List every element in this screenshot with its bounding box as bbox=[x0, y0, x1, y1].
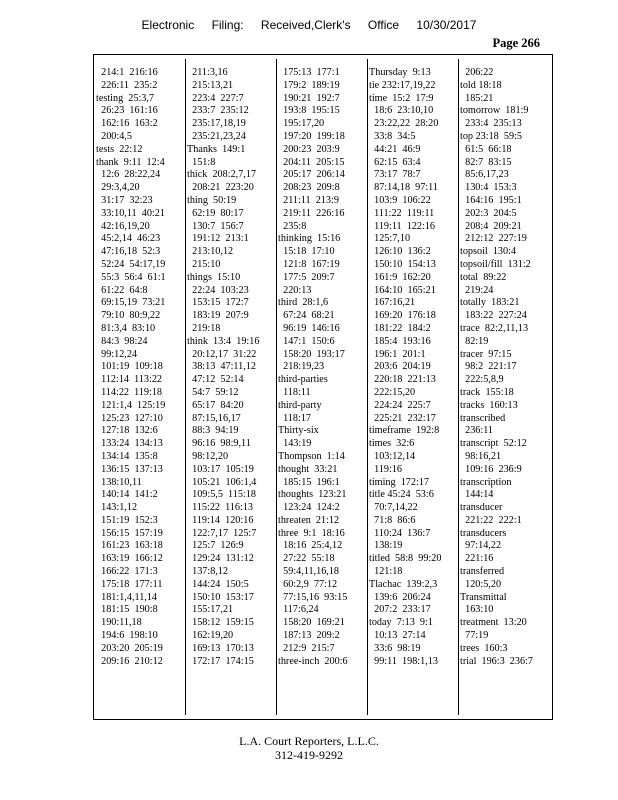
index-entry: 169:20 176:18 bbox=[369, 310, 436, 322]
index-entry: 235:17,18,19 bbox=[187, 118, 246, 130]
index-entry: tests 22:12 bbox=[96, 143, 143, 155]
index-entry: 219:24 bbox=[460, 284, 494, 296]
index-entry: 126:10 136:2 bbox=[369, 246, 431, 258]
index-entry: 98:12,20 bbox=[187, 450, 229, 462]
index-entry: 73:17 78:7 bbox=[369, 169, 421, 181]
index-entry: 133:24 134:13 bbox=[96, 438, 163, 450]
index-entry: 119:16 bbox=[369, 463, 403, 475]
index-entry: timing 172:17 bbox=[369, 476, 429, 488]
index-entry: Thanks 149:1 bbox=[187, 143, 246, 155]
index-entry: top 23:18 59:5 bbox=[460, 130, 522, 142]
index-entry: 123:24 124:2 bbox=[278, 502, 340, 514]
index-entry: 103:12,14 bbox=[369, 450, 416, 462]
index-entry: 129:24 131:12 bbox=[187, 553, 254, 565]
index-entry: 125:23 127:10 bbox=[96, 412, 163, 424]
index-entry: 215:10 bbox=[187, 258, 221, 270]
index-entry: 167:16,21 bbox=[369, 297, 416, 309]
index-entry: 161:9 162:20 bbox=[369, 271, 431, 283]
index-entry: 61:5 66:18 bbox=[460, 143, 512, 155]
index-entry: treatment 13:20 bbox=[460, 617, 527, 629]
index-entry: 158:20 169:21 bbox=[278, 617, 345, 629]
index-entry: thank 9:11 12:4 bbox=[96, 156, 165, 168]
index-entry: three-inch 200:6 bbox=[278, 655, 348, 667]
index-entry: 143:1,12 bbox=[96, 502, 138, 514]
index-entry: 214:1 216:16 bbox=[96, 67, 158, 78]
index-entry: 158:20 193:17 bbox=[278, 348, 345, 360]
index-entry: 175:18 177:11 bbox=[96, 578, 163, 590]
index-entry: 29:3,4,20 bbox=[96, 182, 140, 194]
index-entry: third 28:1,6 bbox=[278, 297, 329, 309]
index-entry: 45:2,14 46:23 bbox=[96, 233, 161, 245]
index-entry: 205:17 206:14 bbox=[278, 169, 345, 181]
index-entry: transcribed bbox=[460, 412, 506, 424]
index-entry: 33:10,11 40:21 bbox=[96, 207, 165, 219]
index-entry: 221:22 222:1 bbox=[460, 514, 522, 526]
index-entry: 162:19,20 bbox=[187, 630, 234, 642]
index-entry: 206:22 bbox=[460, 67, 494, 78]
index-entry: 190:21 192:7 bbox=[278, 92, 340, 104]
index-entry: 195:17,20 bbox=[278, 118, 325, 130]
index-entry: 211:11 213:9 bbox=[278, 194, 339, 206]
index-entry: 82:7 83:15 bbox=[460, 156, 512, 168]
header-electronic: Electronic bbox=[141, 18, 195, 32]
index-entry: transducer bbox=[460, 502, 503, 514]
index-entry: thoughts 123:21 bbox=[278, 489, 347, 501]
index-entry: 225:21 232:17 bbox=[369, 412, 436, 424]
index-entry: 47:12 52:14 bbox=[187, 374, 244, 386]
index-entry: 125:7 126:9 bbox=[187, 540, 244, 552]
index-entry: 136:15 137:13 bbox=[96, 463, 163, 475]
index-entry: 118:17 bbox=[278, 412, 312, 424]
index-entry: 121:18 bbox=[369, 566, 403, 578]
index-entry: 120:5,20 bbox=[460, 578, 502, 590]
index-entry: 137:8,12 bbox=[187, 566, 229, 578]
index-column-2 bbox=[187, 67, 273, 668]
index-entry: 187:13 209:2 bbox=[278, 630, 340, 642]
index-entry: 22:24 103:23 bbox=[187, 284, 249, 296]
index-entry: 150:10 153:17 bbox=[187, 591, 254, 603]
index-entry: third-party bbox=[278, 399, 322, 411]
index-entry: 196:1 201:1 bbox=[369, 348, 426, 360]
index-entry: 144:14 bbox=[460, 489, 494, 501]
index-entry: 181:15 190:8 bbox=[96, 604, 158, 616]
index-entry: 212:9 215:7 bbox=[278, 642, 335, 654]
index-entry: 118:11 bbox=[278, 386, 311, 398]
index-entry: 44:21 46:9 bbox=[369, 143, 421, 155]
footer bbox=[0, 734, 618, 762]
index-entry: 147:1 150:6 bbox=[278, 335, 335, 347]
index-entry: thought 33:21 bbox=[278, 463, 338, 475]
index-entry: 71:8 86:6 bbox=[369, 514, 416, 526]
index-entry: 222:5,8,9 bbox=[460, 374, 504, 386]
index-column-1 bbox=[96, 67, 182, 668]
index-entry: 84:3 98:24 bbox=[96, 335, 148, 347]
column-divider bbox=[276, 59, 277, 715]
index-entry: 59:4,11,16,18 bbox=[278, 566, 340, 578]
index-entry: 185:15 196:1 bbox=[278, 476, 340, 488]
index-entry: 114:22 119:18 bbox=[96, 386, 163, 398]
index-entry: Thompson 1:14 bbox=[278, 450, 345, 462]
index-entry: 233:7 235:12 bbox=[187, 105, 249, 117]
index-entry: 163:19 166:12 bbox=[96, 553, 163, 565]
index-entry: 236:11 bbox=[460, 425, 494, 437]
index-entry: 208:4 209:21 bbox=[460, 220, 522, 232]
index-entry: 224:24 225:7 bbox=[369, 399, 431, 411]
index-entry: 172:17 174:15 bbox=[187, 655, 254, 667]
index-entry: 109:5,5 115:18 bbox=[187, 489, 256, 501]
index-entry: 203:6 204:19 bbox=[369, 361, 431, 373]
index-entry: 105:21 106:1,4 bbox=[187, 476, 257, 488]
index-entry: 213:10,12 bbox=[187, 246, 234, 258]
index-entry: times 32:6 bbox=[369, 438, 415, 450]
index-entry: thinking 15:16 bbox=[278, 233, 341, 245]
index-entry: 61:22 64:8 bbox=[96, 284, 148, 296]
header-filing: Filing: bbox=[211, 18, 244, 32]
index-entry: 200:23 203:9 bbox=[278, 143, 340, 155]
index-entry: 18:6 23:10,10 bbox=[369, 105, 434, 117]
index-entry: 151:19 152:3 bbox=[96, 514, 158, 526]
index-entry: 82:19 bbox=[460, 335, 489, 347]
footer-phone: 312-419-9292 bbox=[275, 748, 343, 762]
index-entry: 54:7 59:12 bbox=[187, 386, 239, 398]
index-entry: 211:3,16 bbox=[187, 67, 228, 78]
index-entry: 208:23 209:8 bbox=[278, 182, 340, 194]
index-entry: 215:13,21 bbox=[187, 79, 234, 91]
index-entry: 77:19 bbox=[460, 630, 489, 642]
index-entry: 212:12 227:19 bbox=[460, 233, 527, 245]
index-entry: trees 160:3 bbox=[460, 642, 508, 654]
index-entry: 138:10,11 bbox=[96, 476, 142, 488]
index-entry: total 89:22 bbox=[460, 271, 507, 283]
index-entry: topsoil/fill 131:2 bbox=[460, 258, 531, 270]
index-entry: 191:12 213:1 bbox=[187, 233, 249, 245]
index-entry: 87:14,18 97:11 bbox=[369, 182, 438, 194]
index-entry: 143:19 bbox=[278, 438, 312, 450]
index-entry: 200:4,5 bbox=[96, 130, 132, 142]
index-entry: 55:3 56:4 61:1 bbox=[96, 271, 166, 283]
index-entry: 67:24 68:21 bbox=[278, 310, 335, 322]
index-entry: told 18:18 bbox=[460, 79, 502, 91]
index-entry: 203:20 205:19 bbox=[96, 642, 163, 654]
index-entry: 183:19 207:9 bbox=[187, 310, 249, 322]
index-entry: 15:18 17:10 bbox=[278, 246, 335, 258]
index-entry: 62:19 80:17 bbox=[187, 207, 244, 219]
index-entry: 181:22 184:2 bbox=[369, 322, 431, 334]
index-entry: 99:11 198:1,13 bbox=[369, 655, 438, 667]
index-entry: 208:21 223:20 bbox=[187, 182, 254, 194]
column-divider bbox=[458, 59, 459, 715]
index-entry: 235:21,23,24 bbox=[187, 130, 246, 142]
index-entry: today 7:13 9:1 bbox=[369, 617, 433, 629]
column-divider bbox=[367, 59, 368, 715]
index-entry: 183:22 227:24 bbox=[460, 310, 527, 322]
index-entry: 222:15,20 bbox=[369, 386, 416, 398]
index-entry: 103:9 106:22 bbox=[369, 194, 431, 206]
index-entry: title 45:24 53:6 bbox=[369, 489, 434, 501]
index-entry: 97:14,22 bbox=[460, 540, 502, 552]
index-entry: 207:2 233:17 bbox=[369, 604, 431, 616]
index-entry: 52:24 54:17,19 bbox=[96, 258, 166, 270]
index-entry: 121:8 167:19 bbox=[278, 258, 340, 270]
index-entry: three 9:1 18:16 bbox=[278, 527, 345, 539]
index-entry: 155:17,21 bbox=[187, 604, 234, 616]
index-entry: 220:18 221:13 bbox=[369, 374, 436, 386]
index-entry: 158:12 159:15 bbox=[187, 617, 254, 629]
index-entry: threaten 21:12 bbox=[278, 514, 340, 526]
header-received: Received,Clerk's bbox=[260, 18, 351, 32]
index-entry: 119:14 120:16 bbox=[187, 514, 254, 526]
index-entry: tomorrow 181:9 bbox=[460, 105, 529, 117]
index-entry: 18:16 25:4,12 bbox=[278, 540, 343, 552]
index-entry: timeframe 192:8 bbox=[369, 425, 440, 437]
index-column-5 bbox=[460, 67, 552, 668]
index-entry: topsoil 130:4 bbox=[460, 246, 517, 258]
index-entry: trace 82:2,11,13 bbox=[460, 322, 529, 334]
index-entry: 179:2 189:19 bbox=[278, 79, 340, 91]
index-entry: 96:16 98:9,11 bbox=[187, 438, 251, 450]
index-entry: 151:8 bbox=[187, 156, 216, 168]
index-entry: 194:6 198:10 bbox=[96, 630, 158, 642]
index-entry: thick 208:2,7,17 bbox=[187, 169, 257, 181]
index-entry: 161:23 163:18 bbox=[96, 540, 163, 552]
index-entry: tracer 97:15 bbox=[460, 348, 512, 360]
index-entry: 221:16 bbox=[460, 553, 494, 565]
index-entry: 130:4 153:3 bbox=[460, 182, 517, 194]
index-entry: 60:2,9 77:12 bbox=[278, 578, 338, 590]
index-entry: 69:15,19 73:21 bbox=[96, 297, 166, 309]
index-entry: 127:18 132:6 bbox=[96, 425, 158, 437]
index-entry: 209:16 210:12 bbox=[96, 655, 163, 667]
index-entry: 139:6 206:24 bbox=[369, 591, 431, 603]
index-entry: 85:6,17,23 bbox=[460, 169, 509, 181]
index-entry: 153:15 172:7 bbox=[187, 297, 249, 309]
index-entry: 226:11 235:2 bbox=[96, 79, 158, 91]
index-entry: totally 183:21 bbox=[460, 297, 520, 309]
index-column-3 bbox=[278, 67, 364, 668]
index-frame bbox=[93, 54, 553, 720]
index-entry: 81:3,4 83:10 bbox=[96, 322, 156, 334]
index-entry: 98:2 221:17 bbox=[460, 361, 517, 373]
index-entry: 98:16,21 bbox=[460, 450, 502, 462]
index-entry: 12:6 28:22,24 bbox=[96, 169, 161, 181]
column-divider bbox=[185, 59, 186, 715]
index-entry: 204:11 205:15 bbox=[278, 156, 345, 168]
index-entry: Tlachac 139:2,3 bbox=[369, 578, 438, 590]
index-entry: 42:16,19,20 bbox=[96, 220, 150, 232]
index-entry: Thursday 9:13 bbox=[369, 67, 431, 78]
index-entry: 33:8 34:5 bbox=[369, 130, 416, 142]
index-entry: 162:16 163:2 bbox=[96, 118, 158, 130]
index-entry: 111:22 119:11 bbox=[369, 207, 435, 219]
index-entry: 190:11,18 bbox=[96, 617, 142, 629]
index-entry: 119:11 122:16 bbox=[369, 220, 436, 232]
index-entry: 138:19 bbox=[369, 540, 403, 552]
index-entry: thing 50:19 bbox=[187, 194, 237, 206]
index-entry: 10:13 27:14 bbox=[369, 630, 426, 642]
index-entry: 20:12,17 31:22 bbox=[187, 348, 257, 360]
footer-company: L.A. Court Reporters, L.L.C. bbox=[239, 734, 379, 748]
index-entry: 26:23 161:16 bbox=[96, 105, 158, 117]
index-entry: time 15:2 17:9 bbox=[369, 92, 434, 104]
index-entry: 163:10 bbox=[460, 604, 494, 616]
index-entry: 164:16 195:1 bbox=[460, 194, 522, 206]
index-entry: transducers bbox=[460, 527, 507, 539]
index-entry: 23:22,22 28:20 bbox=[369, 118, 439, 130]
index-entry: 164:10 165:21 bbox=[369, 284, 436, 296]
index-entry: 169:13 170:13 bbox=[187, 642, 254, 654]
index-column-4 bbox=[369, 67, 455, 668]
index-entry: 38:13 47:11,12 bbox=[187, 361, 256, 373]
index-entry: 202:3 204:5 bbox=[460, 207, 517, 219]
header-office: Office bbox=[367, 18, 400, 32]
index-entry: 144:24 150:5 bbox=[187, 578, 249, 590]
index-entry: 223:4 227:7 bbox=[187, 92, 244, 104]
index-entry: third-parties bbox=[278, 374, 328, 386]
index-entry: 110:24 136:7 bbox=[369, 527, 431, 539]
index-entry: 197:20 199:18 bbox=[278, 130, 345, 142]
index-entry: transcription bbox=[460, 476, 512, 488]
page-number: Page 266 bbox=[492, 36, 540, 50]
index-entry: 99:12,24 bbox=[96, 348, 138, 360]
index-entry: 109:16 236:9 bbox=[460, 463, 522, 475]
index-entry: 175:13 177:1 bbox=[278, 67, 340, 78]
index-entry: 166:22 171:3 bbox=[96, 566, 158, 578]
filing-header bbox=[0, 18, 618, 32]
header-date: 10/30/2017 bbox=[416, 18, 477, 32]
index-entry: 101:19 109:18 bbox=[96, 361, 163, 373]
index-entry: 185:21 bbox=[460, 92, 494, 104]
index-entry: 31:17 32:23 bbox=[96, 194, 153, 206]
index-entry: transcript 52:12 bbox=[460, 438, 527, 450]
index-entry: 185:4 193:16 bbox=[369, 335, 431, 347]
index-entry: 235:8 bbox=[278, 220, 307, 232]
index-entry: 77:15,16 93:15 bbox=[278, 591, 348, 603]
index-entry: 96:19 146:16 bbox=[278, 322, 340, 334]
index-entry: 122:7,17 125:7 bbox=[187, 527, 257, 539]
index-entry: 233:4 235:13 bbox=[460, 118, 522, 130]
index-entry: testing 25:3,7 bbox=[96, 92, 155, 104]
index-entry: 156:15 157:19 bbox=[96, 527, 163, 539]
index-entry: 121:1,4 125:19 bbox=[96, 399, 166, 411]
index-entry: 117:6,24 bbox=[278, 604, 319, 616]
index-entry: transferred bbox=[460, 566, 505, 578]
index-entry: Thirty-six bbox=[278, 425, 319, 437]
index-entry: tie 232:17,19,22 bbox=[369, 79, 436, 91]
index-entry: 70:7,14,22 bbox=[369, 502, 418, 514]
index-entry: 65:17 84:20 bbox=[187, 399, 244, 411]
index-entry: 33:6 98:19 bbox=[369, 642, 421, 654]
index-entry: 27:22 55:18 bbox=[278, 553, 335, 565]
index-entry: 181:1,4,11,14 bbox=[96, 591, 158, 603]
index-entry: 112:14 113:22 bbox=[96, 374, 163, 386]
index-entry: 79:10 80:9,22 bbox=[96, 310, 161, 322]
index-entry: 87:15,16,17 bbox=[187, 412, 241, 424]
index-entry: 193:8 195:15 bbox=[278, 105, 340, 117]
index-entry: 220:13 bbox=[278, 284, 312, 296]
index-entry: 88:3 94:19 bbox=[187, 425, 239, 437]
index-entry: titled 58:8 99:20 bbox=[369, 553, 442, 565]
index-entry: tracks 160:13 bbox=[460, 399, 518, 411]
index-entry: 115:22 116:13 bbox=[187, 502, 254, 514]
index-entry: 177:5 209:7 bbox=[278, 271, 335, 283]
index-entry: 125:7,10 bbox=[369, 233, 411, 245]
index-entry: 130:7 156:7 bbox=[187, 220, 244, 232]
index-entry: track 155:18 bbox=[460, 386, 514, 398]
index-entry: Transmittal bbox=[460, 591, 507, 603]
index-entry: 62:15 63:4 bbox=[369, 156, 421, 168]
index-entry: 134:14 135:8 bbox=[96, 450, 158, 462]
index-entry: 47:16,18 52:3 bbox=[96, 246, 161, 258]
index-entry: 150:10 154:13 bbox=[369, 258, 436, 270]
index-entry: 140:14 141:2 bbox=[96, 489, 158, 501]
index-entry: 219:18 bbox=[187, 322, 221, 334]
index-entry: 218:19,23 bbox=[278, 361, 325, 373]
index-entry: think 13:4 19:16 bbox=[187, 335, 260, 347]
index-entry: trial 196:3 236:7 bbox=[460, 655, 534, 667]
index-entry: things 15:10 bbox=[187, 271, 241, 283]
index-entry: 219:11 226:16 bbox=[278, 207, 345, 219]
index-entry: 103:17 105:19 bbox=[187, 463, 254, 475]
